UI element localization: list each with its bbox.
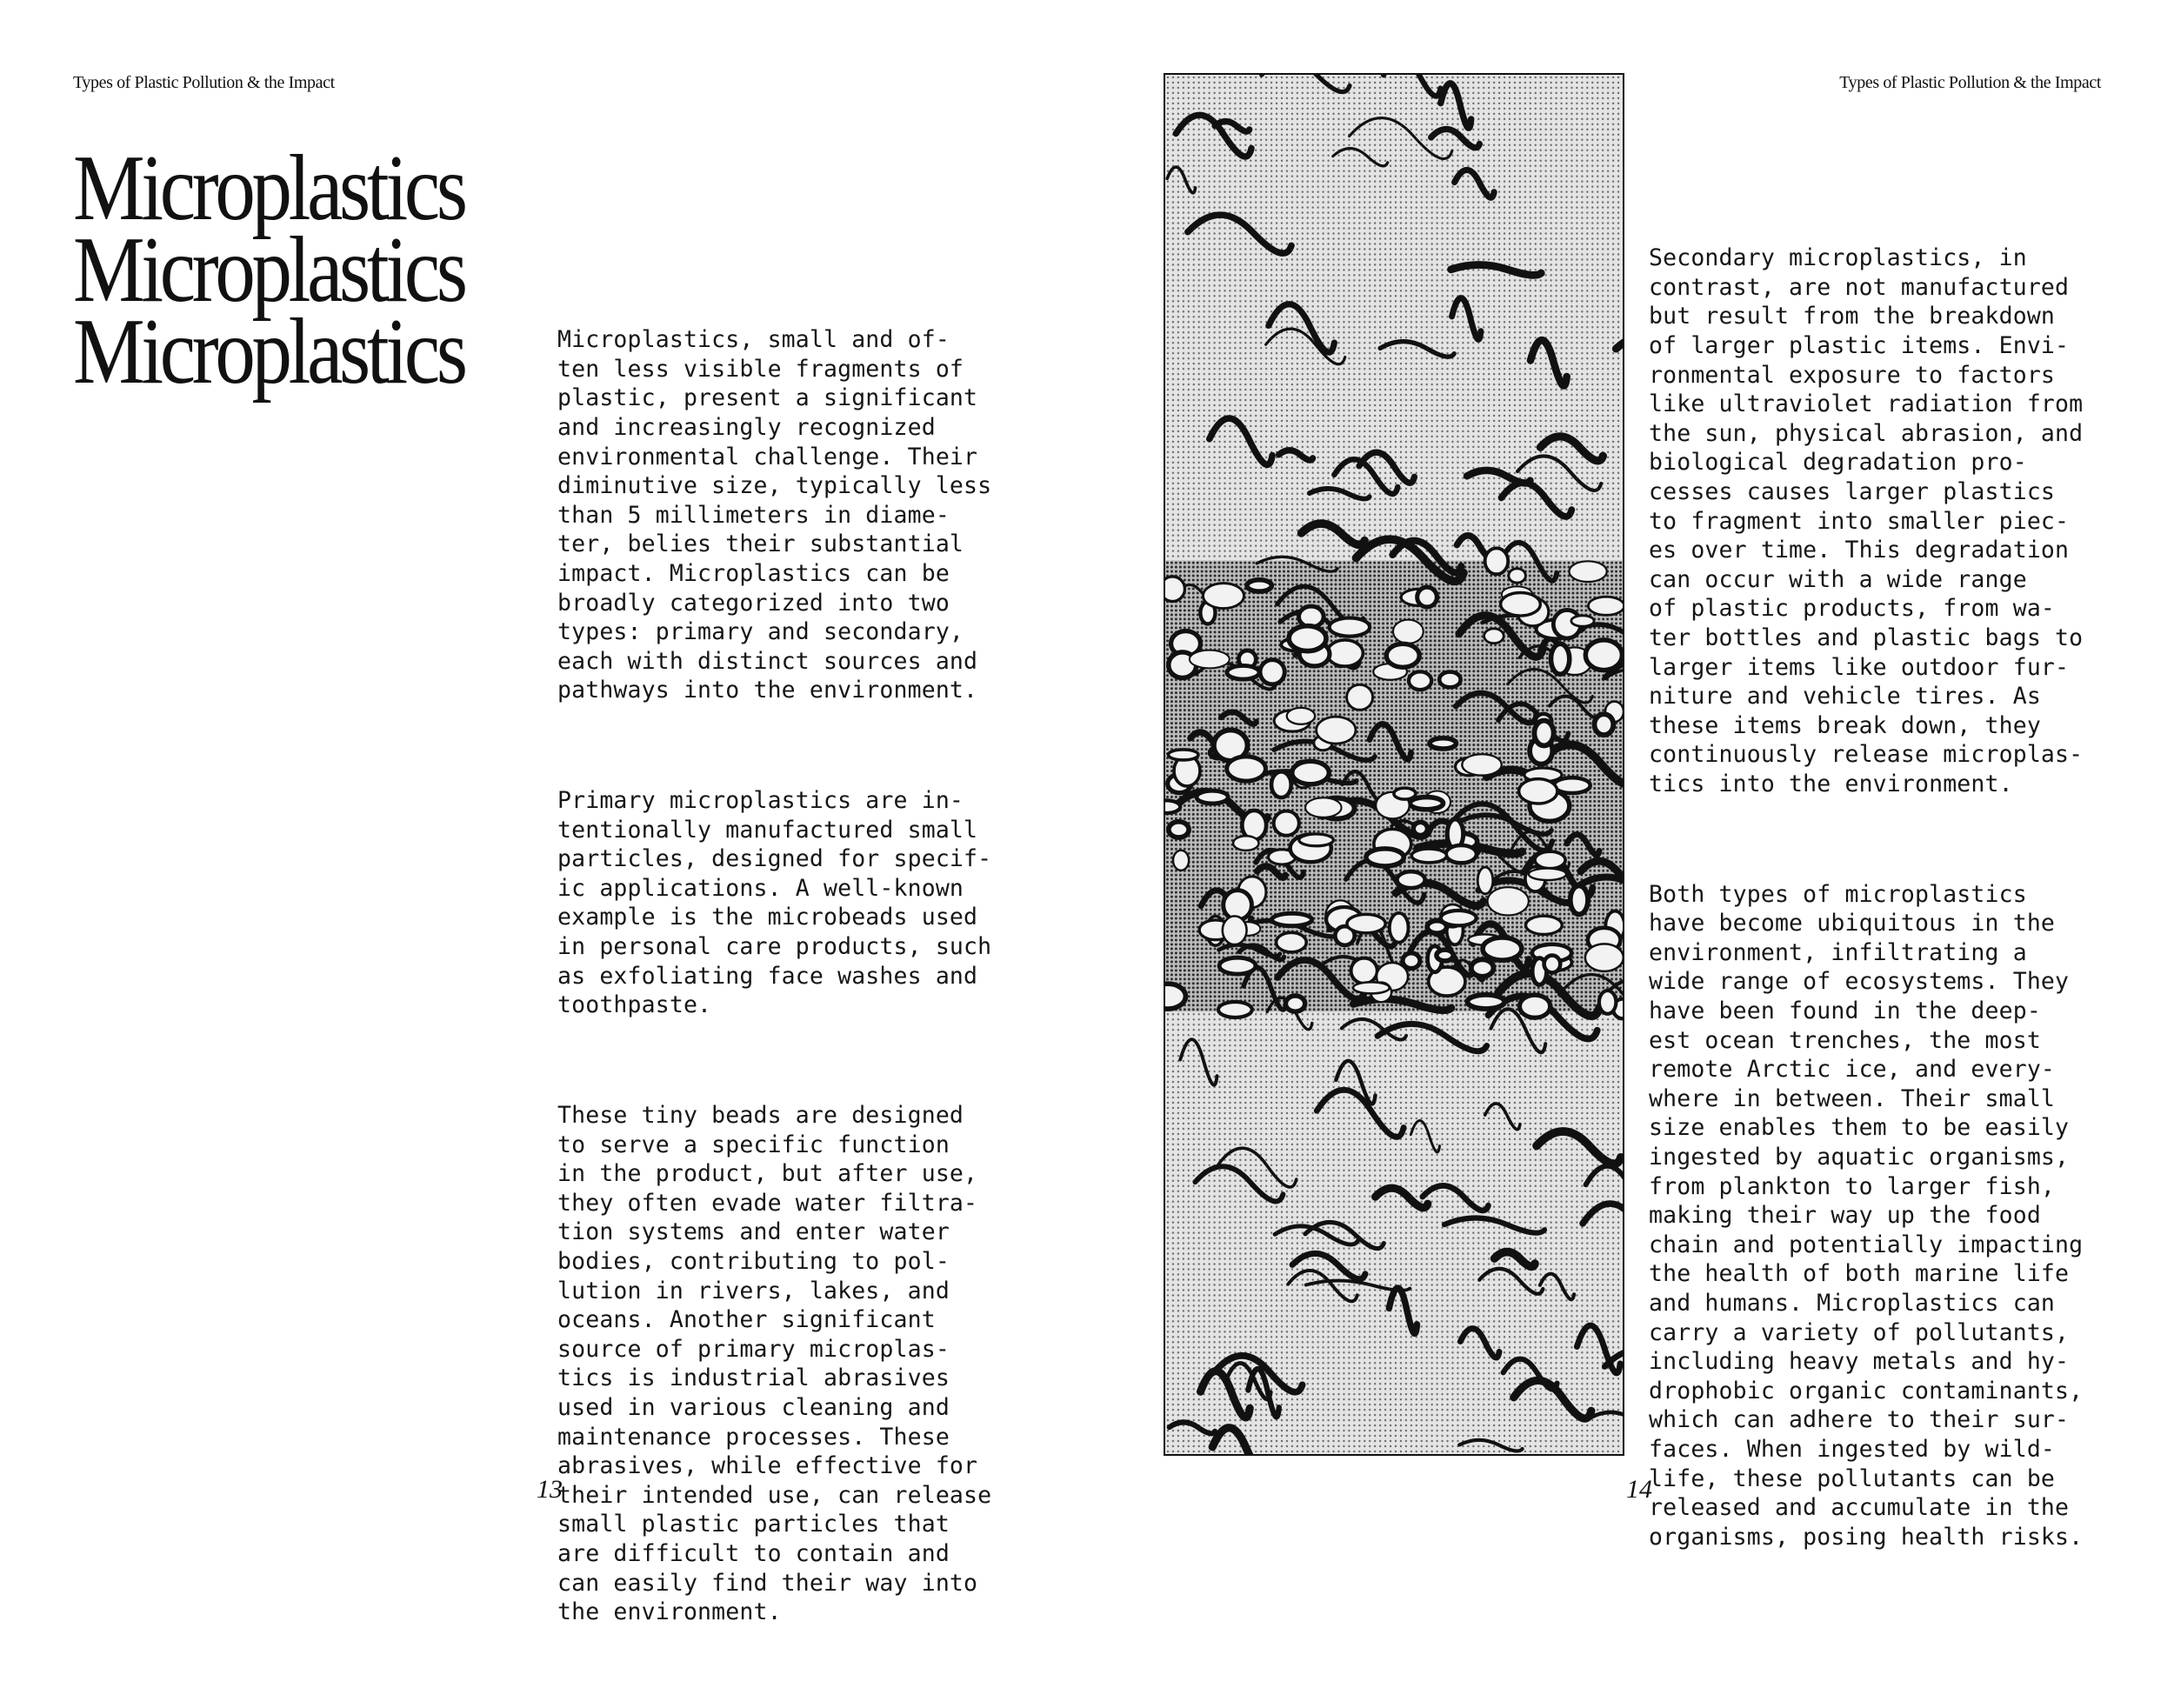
texture-pebble — [1330, 618, 1370, 637]
running-head-right: Types of Plastic Pollution & the Impact — [1839, 73, 2101, 92]
texture-pebble — [1519, 779, 1557, 804]
texture-pebble — [1483, 937, 1522, 960]
texture-pebble — [1411, 849, 1446, 863]
texture-pebble — [1410, 797, 1443, 810]
page-number-left: 13 — [537, 1475, 563, 1504]
texture-pebble — [1585, 944, 1623, 971]
texture-pebble — [1197, 791, 1228, 804]
texture-pebble — [1227, 757, 1266, 781]
texture-pebble — [1488, 887, 1529, 915]
texture-pebble — [1526, 916, 1563, 934]
paragraph-intro: Microplastics, small and of- ten less visible fragments of plastic, present a significant and increasingly recognized environmental challenge. Their diminutive size, typically less than 5 millimeters in diame- ter, belies their substantial impact. Microplastics can be broadly categorized into two types: primary and secondary, each with distinct sources and pathways into the environment. — [557, 326, 992, 704]
texture-pebble — [1417, 587, 1437, 607]
texture-pebble — [1353, 982, 1390, 993]
texture-pebble — [1223, 916, 1247, 944]
texture-pebble — [1219, 957, 1256, 974]
texture-pebble — [1413, 822, 1427, 835]
texture-pebble — [1190, 651, 1230, 669]
texture-pebble — [1446, 845, 1477, 863]
texture-pebble — [1218, 1002, 1252, 1017]
texture-pebble — [1317, 717, 1356, 744]
texture-pebble — [1594, 714, 1613, 735]
texture-pebble — [1260, 660, 1284, 684]
paragraph-beads: These tiny beads are designed to serve a specific function in the product, but after use, they often evade water filtra- tion systems and enter water bodies, contributing to pol- lution in rivers, lakes, and oceans. Another significant source of primary microplas- tics is industrial abrasives used in various cleaning and maintenance processes. These abrasives, while effective for their intended use, can release small plastic particles that are difficult to contain and can easily find their way into the environment. — [557, 1102, 992, 1626]
texture-pebble — [1437, 950, 1453, 961]
texture-pebble — [1485, 548, 1509, 574]
texture-pebble — [1501, 592, 1541, 616]
texture-pebble — [1203, 584, 1244, 609]
texture-pebble — [1173, 851, 1189, 871]
texture-pebble — [1233, 836, 1258, 851]
texture-pebble — [1347, 684, 1373, 710]
texture-pebble — [1227, 665, 1259, 679]
texture-pebble — [1274, 811, 1299, 836]
texture-pebble — [1347, 914, 1385, 933]
paragraph-ubiquity: Both types of microplastics have become ubiquitous in the environment, infiltrating a wide range of ecosystems. They have been found in the deep- est ocean trenches, the most remote Arctic ice, and every- where in between. Their small size enables them to be easily ingested by aquatic organisms, from plankton to larger fish, making their way up the food chain and potentially impacting the health of both marine life and humans. Microplastics can carry a variety of pollutants, including heavy metals and hy- drophobic organic contaminants, which can adhere to their sur- faces. When ingested by wild- life, these pollutants can be released and accumulate in the organisms, posing health risks. — [1649, 880, 2084, 1551]
title-line-1: Microplastics — [73, 137, 464, 240]
body-column-right — [1649, 185, 2083, 1604]
texture-pebble — [1599, 991, 1616, 1014]
texture-pebble — [1386, 644, 1419, 667]
texture-pebble — [1169, 822, 1189, 837]
title-line-3: Microplastics — [73, 300, 464, 404]
texture-pebble — [1430, 738, 1457, 749]
texture-pebble — [1551, 644, 1570, 674]
title-line-2: Microplastics — [73, 218, 464, 322]
texture-pebble — [1165, 577, 1184, 602]
texture-pebble — [1394, 788, 1416, 799]
page-number-right: 14 — [1626, 1475, 1652, 1504]
texture-pebble — [1439, 672, 1460, 688]
running-head-left: Types of Plastic Pollution & the Impact — [73, 73, 335, 92]
texture-pebble — [1477, 867, 1492, 894]
texture-pebble — [1467, 995, 1504, 1009]
texture-pebble — [1247, 580, 1271, 591]
texture-pebble — [1299, 834, 1333, 846]
texture-pebble — [1569, 561, 1606, 582]
texture-pebble — [1285, 996, 1304, 1011]
texture-pebble — [1397, 871, 1424, 888]
texture-pebble — [1305, 797, 1341, 817]
texture-pebble — [1471, 959, 1494, 977]
texture-pebble — [1292, 761, 1329, 784]
texture-pebble — [1165, 984, 1185, 1009]
texture-pebble — [1484, 629, 1504, 644]
texture-pebble — [1585, 640, 1622, 671]
texture-pebble — [1544, 956, 1561, 973]
microplastics-halftone-image — [1165, 75, 1623, 1454]
texture-pebble — [1588, 597, 1623, 615]
texture-pebble — [1441, 911, 1477, 925]
texture-pebble — [1520, 995, 1550, 1017]
texture-pebble — [1272, 913, 1312, 925]
texture-pebble — [1571, 616, 1594, 626]
paragraph-primary: Primary microplastics are in- tentionally manufactured small particles, designed for specif- ic applications. A well-known example is the microbeads used in personal care products, such as exfoliating face washes and toothpaste. — [557, 787, 992, 1019]
texture-pebble — [1165, 800, 1180, 813]
left-page — [0, 0, 1087, 1626]
texture-pebble — [1554, 777, 1590, 793]
chapter-title — [73, 137, 464, 404]
texture-pebble — [1409, 671, 1431, 690]
texture-pebble — [1287, 708, 1315, 724]
texture-pebble — [1168, 750, 1198, 760]
body-column-left — [557, 267, 991, 1708]
texture-pebble — [1271, 771, 1291, 797]
texture-pebble — [1327, 640, 1363, 666]
halftone-photo — [1164, 73, 1624, 1456]
texture-pebble — [1277, 932, 1307, 952]
texture-pebble — [1462, 754, 1501, 775]
texture-pebble — [1570, 885, 1588, 914]
texture-pebble — [1351, 958, 1377, 984]
texture-pebble — [1366, 849, 1404, 866]
texture-pebble — [1289, 626, 1326, 651]
paragraph-secondary: Secondary microplastics, in contrast, are not manufactured but result from the breakdown of larger plastic items. Envi- ronmental exposure to factors like ultraviolet radiation from the sun, physical abrasion, and biological degradation pro- cesses causes larger plastics to fragment into smaller piec- es over time. This degradation can occur with a wide range of plastic products, from wa- ter bottles and plastic bags to larger items like outdoor fur- niture and vehicle tires. As these items break down, they continuously release microplas- tics into the environment. — [1649, 244, 2084, 797]
texture-pebble — [1529, 868, 1566, 880]
texture-pebble — [1403, 953, 1420, 969]
texture-pebble — [1393, 620, 1424, 644]
texture-pebble — [1534, 721, 1553, 746]
texture-pebble — [1390, 913, 1409, 943]
texture-pebble — [1509, 569, 1525, 583]
